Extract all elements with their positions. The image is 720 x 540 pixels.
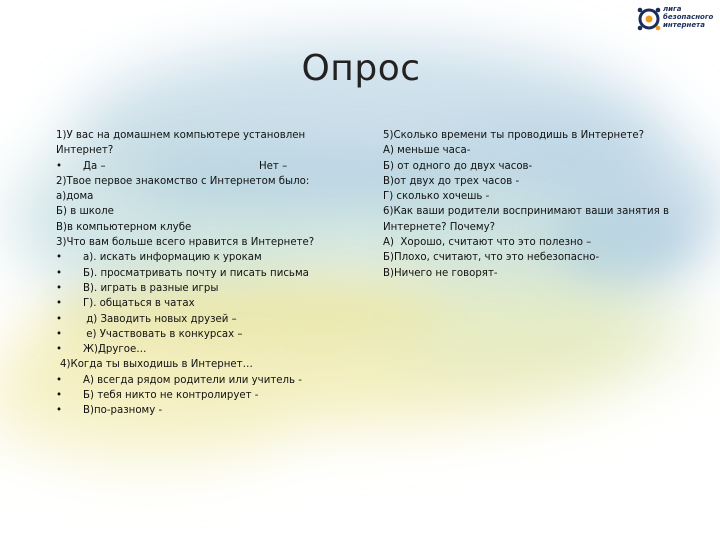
logo-line-2: безопасного	[663, 13, 714, 21]
option-text: Г). общаться в чатах	[83, 298, 195, 310]
question-3: 3)Что вам больше всего нравится в Интернете?	[56, 237, 315, 249]
option-text: В). играть в разные игры	[83, 282, 219, 294]
option-text: В)по-разному -	[83, 405, 163, 417]
option-text: Ж)Другое…	[83, 344, 147, 356]
logo-line-1: лига	[663, 5, 682, 13]
bullet: •	[56, 374, 63, 386]
question-6-cont: Интернете? Почему?	[383, 221, 496, 233]
answer-yes: Да –	[83, 160, 106, 172]
question-6: 6)Как ваши родители воспринимают ваши занятия в	[383, 206, 670, 218]
option-text: е) Участвовать в конкурсах –	[83, 328, 243, 340]
slide-title	[0, 48, 720, 89]
bullet: •	[56, 405, 63, 417]
question-6-option-a: А) Хорошо, считают что это полезно –	[383, 237, 592, 249]
question-5: 5)Сколько времени ты проводишь в Интернете?	[383, 130, 645, 141]
bullet: •	[56, 344, 63, 356]
question-1: 1)У вас на домашнем компьютере установлен	[56, 130, 306, 141]
bullet: •	[56, 267, 63, 279]
question-4-option	[56, 373, 356, 388]
option-text: а). искать информацию к урокам	[83, 252, 262, 264]
logo-mark-icon	[636, 6, 662, 32]
question-4: 4)Когда ты выходишь в Интернет…	[60, 359, 253, 371]
answer-no: Нет –	[259, 160, 288, 172]
question-1-cont: Интернет?	[56, 145, 114, 157]
question-4-option	[56, 388, 356, 403]
logo-line-3: интернета	[663, 21, 705, 29]
question-6-option-b: Б)Плохо, считают, что это небезопасно-	[383, 252, 600, 264]
question-3-option	[56, 281, 356, 296]
question-5-option-a: А) меньше часа-	[383, 145, 471, 157]
option-text: А) всегда рядом родители или учитель -	[83, 374, 302, 386]
question-2-option-b: Б) в школе	[56, 206, 114, 218]
bullet: •	[56, 282, 63, 294]
question-5-option-d: Г) сколько хочешь -	[383, 191, 490, 203]
question-2-option-c: В)в компьютерном клубе	[56, 221, 192, 233]
bullet: •	[56, 252, 63, 264]
option-text: Б). просматривать почту и писать письма	[83, 267, 309, 279]
bullet: •	[56, 390, 63, 402]
bullet: •	[56, 298, 63, 310]
logo-text	[663, 5, 719, 29]
bullet: •	[56, 328, 63, 340]
bullet: •	[56, 313, 63, 325]
question-3-option	[56, 296, 356, 311]
option-text: д) Заводить новых друзей –	[83, 313, 237, 325]
bullet: •	[56, 160, 63, 172]
question-1-answers	[56, 159, 356, 174]
question-3-option	[56, 312, 356, 327]
question-3-option	[56, 342, 356, 357]
left-column	[56, 128, 356, 419]
question-3-option	[56, 327, 356, 342]
logo	[636, 4, 720, 38]
question-5-option-b: Б) от одного до двух часов-	[383, 160, 533, 172]
right-column	[383, 128, 713, 281]
question-6-option-c: В)Ничего не говорят-	[383, 267, 498, 279]
question-3-option	[56, 250, 356, 265]
option-text: Б) тебя никто не контролирует -	[83, 390, 259, 402]
question-2: 2)Твое первое знакомство с Интернетом было:	[56, 175, 310, 187]
question-5-option-c: В)от двух до трех часов -	[383, 175, 520, 187]
question-2-option-a: а)дома	[56, 191, 94, 203]
question-3-option	[56, 266, 356, 281]
slide-title-text: Опрос	[301, 48, 421, 89]
question-4-option	[56, 403, 356, 418]
